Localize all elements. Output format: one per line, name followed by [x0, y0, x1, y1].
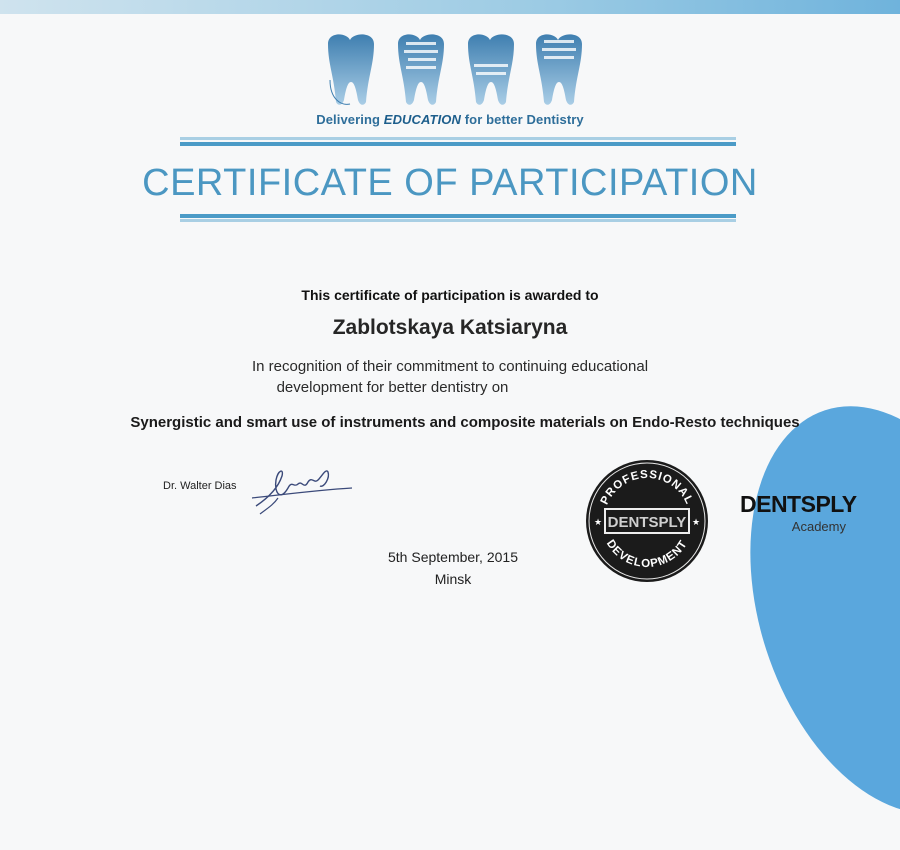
date-location	[378, 546, 528, 590]
recognition-line-1: In recognition of their commitment to continuing educational	[251, 358, 649, 375]
title-rule-top	[180, 142, 736, 146]
signer-name: Dr. Walter Dias	[163, 480, 237, 492]
tooth-2-icon	[398, 34, 444, 104]
tagline-post: for better Dentistry	[464, 112, 584, 127]
tagline-emphasis: EDUCATION	[383, 112, 462, 127]
corner-swoosh-decoration	[701, 370, 900, 850]
tooth-1-icon	[328, 34, 374, 104]
tooth-3-icon	[468, 34, 514, 104]
title-rule-top-shadow	[180, 137, 736, 140]
certificate-title: CERTIFICATE OF PARTICIPATION	[142, 162, 758, 204]
tagline	[0, 112, 900, 127]
top-color-band	[0, 0, 900, 14]
tagline-pre: Delivering	[316, 112, 381, 127]
certificate-date: 5th September, 2015	[388, 549, 518, 565]
course-title: Synergistic and smart use of instruments and composite materials on Endo-Resto techniques	[130, 414, 800, 431]
brand-name: DENTSPLY	[740, 491, 857, 517]
certificate-location: Minsk	[434, 571, 472, 587]
seal-center-text: DENTSPLY	[607, 514, 687, 531]
signature-icon	[248, 458, 358, 520]
professional-development-seal-icon	[584, 458, 710, 584]
svg-text:★: ★	[692, 517, 701, 527]
brand-sub: Academy	[791, 519, 846, 534]
teeth-logo-icon	[320, 30, 590, 108]
svg-text:★: ★	[594, 517, 603, 527]
title-rule-bottom	[180, 214, 736, 218]
seal-top-text: PROFESSIONAL	[598, 468, 696, 507]
awarded-statement: This certificate of participation is awarded to	[301, 287, 599, 303]
dentsply-academy-logo	[740, 491, 857, 534]
tooth-4-icon	[536, 34, 582, 104]
recognition-text	[0, 356, 900, 398]
seal-bottom-text: DEVELOPMENT	[603, 538, 691, 571]
title-rule-bottom-shadow	[180, 219, 736, 222]
recipient-name: Zablotskaya Katsiaryna	[332, 316, 568, 339]
recognition-line-2: development for better dentistry on	[276, 379, 509, 396]
